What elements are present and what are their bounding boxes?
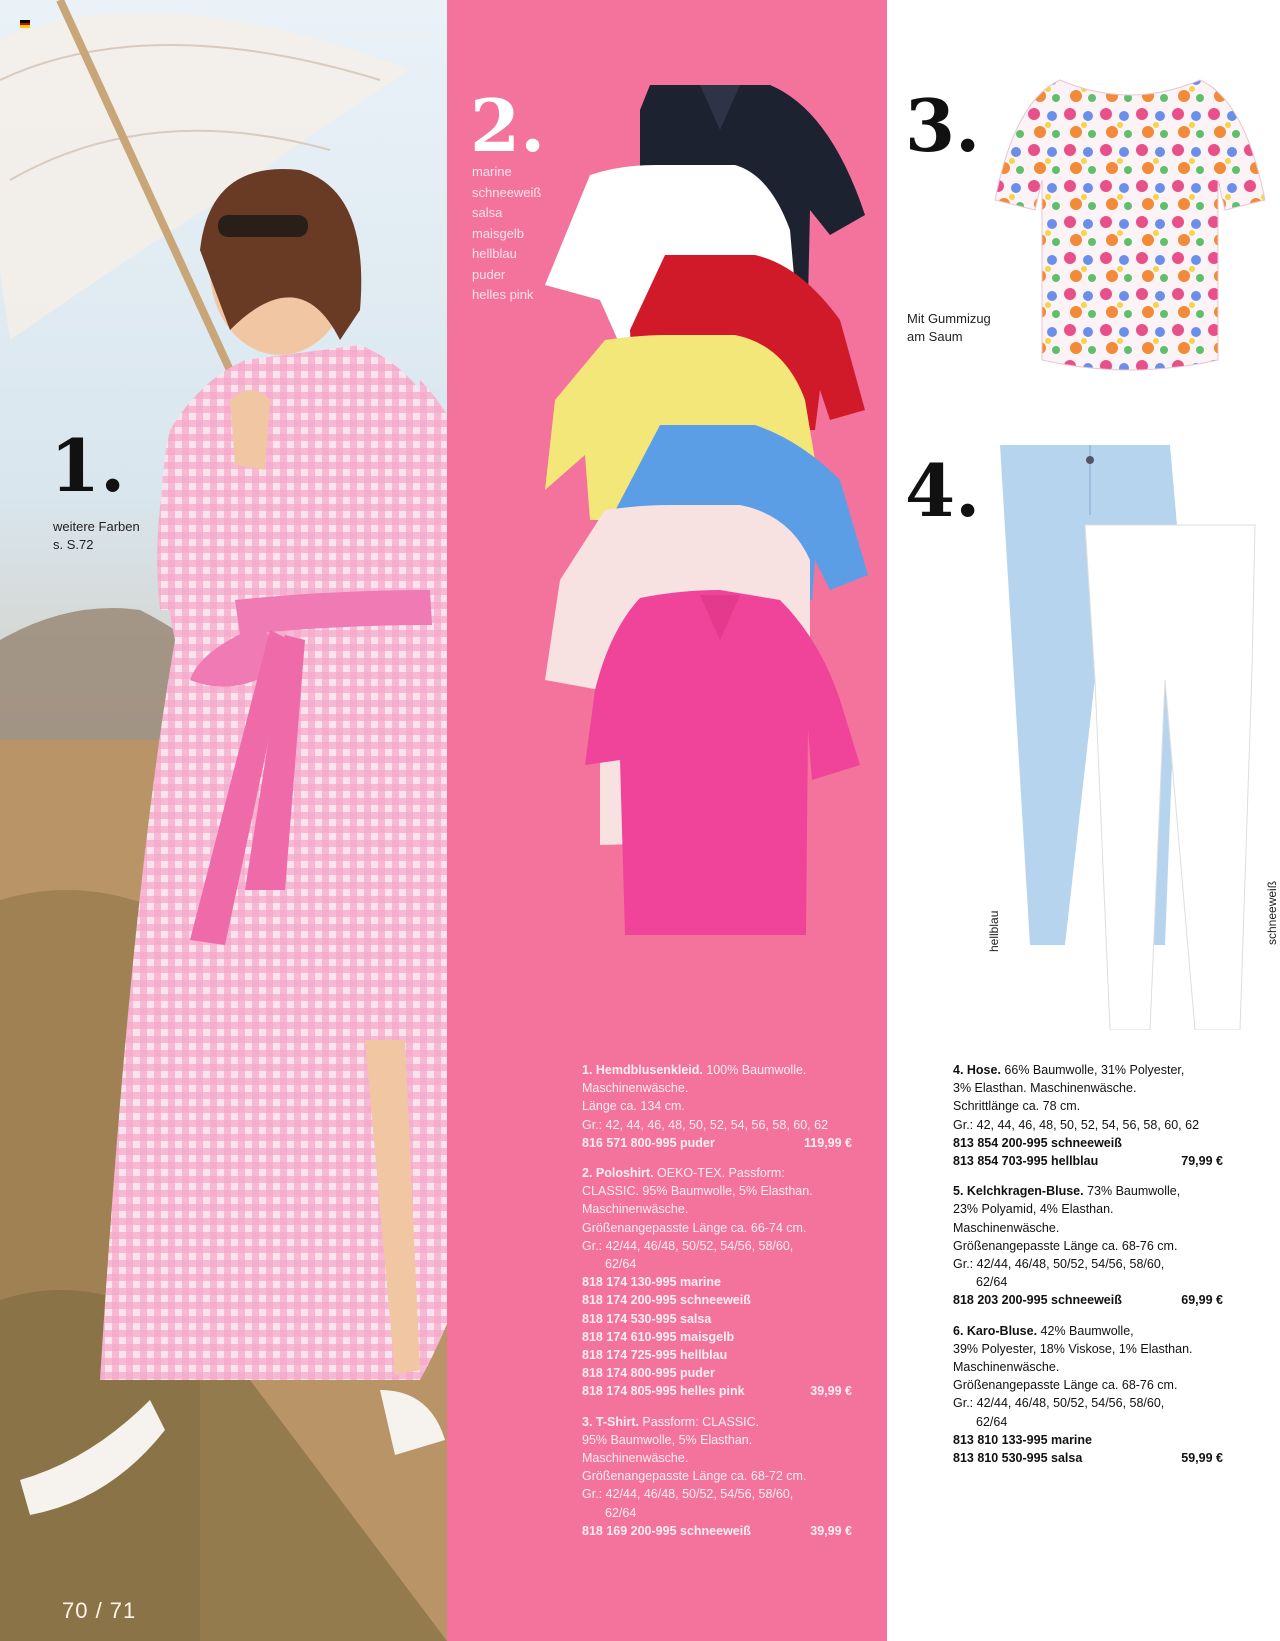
description-line: Länge ca. 134 cm. [582,1099,685,1114]
order-number: 816 571 800-995 puder [582,1135,715,1150]
order-number: 813 810 133-995 marine [953,1432,1092,1447]
description-poloshirt [582,1164,852,1401]
description-karo-bluse [953,1322,1223,1468]
description-text: OEKO-TEX. Passform: [653,1166,785,1181]
description-line: Maschinenwäsche. [582,1202,689,1217]
item3-note-line2: am Saum [907,329,963,344]
order-number: 818 174 200-995 schneeweiß [582,1293,751,1308]
description-line: 23% Polyamid, 4% Elasthan. [953,1202,1114,1217]
description-line: Gr.: 42, 44, 46, 48, 50, 52, 54, 56, 58, 60, 62 [953,1117,1200,1132]
description-line: Maschinenwäsche. [582,1081,689,1096]
page-number: 70 / 71 [62,1598,137,1623]
price: 69,99 € [1181,1293,1223,1308]
item-number-4: 4. [905,448,981,533]
description-line: Schrittlänge ca. 78 cm. [953,1099,1081,1114]
description-text: 100% Baumwolle. [702,1063,807,1077]
order-number: 818 174 800-995 puder [582,1366,715,1381]
description-line: Maschinenwäsche. [953,1220,1060,1235]
description-hose [953,1061,1223,1170]
description-title: 4. Hose. [953,1063,1001,1077]
model-in-gingham-dress-illustration [0,0,447,1641]
item1-note-line2: s. S.72 [53,537,94,552]
description-line: 95% Baumwolle, 5% Elasthan. [582,1432,753,1447]
item-number-1: 1. [50,423,126,508]
color-option: helles pink [472,287,534,302]
color-option: maisgelb [472,225,525,241]
item2-color-list [472,162,541,306]
price: 119,99 € [804,1135,852,1150]
description-line: Größenangepasste Länge ca. 68-72 cm. [582,1469,807,1484]
color-option: hellblau [472,246,517,261]
description-hemdblusenkleid [582,1061,852,1152]
german-flag-icon [20,20,30,28]
description-line: Gr.: 42/44, 46/48, 50/52, 54/56, 58/60, [953,1396,1165,1411]
label-schneeweiss: schneeweiß [1265,880,1279,945]
color-option: marine [472,164,512,179]
description-line: 39% Polyester, 18% Viskose, 1% Elasthan. [953,1341,1193,1356]
order-number: 818 203 200-995 schneeweiß [953,1293,1122,1308]
description-tshirt [582,1413,852,1540]
description-title: 5. Kelchkragen-Bluse. [953,1184,1084,1199]
description-line: Gr.: 42/44, 46/48, 50/52, 54/56, 58/60, [582,1487,794,1502]
description-line: Gr.: 42/44, 46/48, 50/52, 54/56, 58/60, [582,1238,794,1253]
item-number-3: 3. [905,83,981,168]
order-number: 818 174 130-995 marine [582,1275,721,1290]
description-text: 42% Baumwolle, [1037,1323,1134,1338]
description-line: Größenangepasste Länge ca. 68-76 cm. [953,1238,1178,1253]
description-title: 6. Karo-Bluse. [953,1323,1038,1338]
order-number: 813 810 530-995 salsa [953,1451,1083,1466]
item1-note [53,518,140,554]
order-number: 818 174 530-995 salsa [582,1311,712,1326]
description-line: Größenangepasste Länge ca. 66-74 cm. [582,1220,807,1235]
descriptions-white-column [953,1061,1223,1479]
description-kelchkragen-bluse [953,1182,1223,1309]
color-option: puder [472,266,506,282]
description-line: Größenangepasste Länge ca. 68-76 cm. [953,1378,1178,1393]
price: 79,99 € [1181,1154,1223,1169]
description-line: Maschinenwäsche. [582,1451,689,1466]
description-line: Gr.: 42, 44, 46, 48, 50, 52, 54, 56, 58, 60, 62 [582,1117,829,1132]
description-line: 62/64 [605,1505,637,1520]
item3-note [907,310,991,346]
description-line: Maschinenwäsche. [953,1360,1060,1375]
order-number: 818 174 610-995 maisgelb [582,1329,735,1344]
color-option: schneeweiß [472,184,542,200]
description-title: 1. Hemdblusenkleid. [582,1063,703,1077]
price: 59,99 € [1181,1451,1223,1466]
order-number: 813 854 200-995 schneeweiß [953,1135,1122,1150]
floral-tshirt-illustration [990,70,1270,385]
descriptions-pink-column [582,1061,852,1552]
color-option: salsa [472,205,503,220]
order-number: 818 174 725-995 hellblau [582,1348,728,1363]
description-title: 3. T-Shirt. [582,1414,639,1429]
price: 39,99 € [810,1384,852,1399]
description-line: 62/64 [976,1275,1008,1290]
description-line: 62/64 [605,1257,637,1272]
order-number: 813 854 703-995 hellblau [953,1154,1099,1169]
label-hellblau: hellblau [987,910,1001,952]
description-line: 3% Elasthan. Maschinenwäsche. [953,1081,1137,1096]
description-line: 62/64 [976,1414,1008,1429]
description-text: 73% Baumwolle, [1083,1184,1181,1199]
order-number: 818 169 200-995 schneeweiß [582,1523,751,1538]
polo-pink [585,590,860,935]
item1-note-line1: weitere Farben [53,519,140,534]
description-text: Passform: CLASSIC. [638,1414,760,1429]
model-photo [0,0,447,1641]
trousers-illustration [990,440,1260,1030]
description-line: Gr.: 42/44, 46/48, 50/52, 54/56, 58/60, [953,1257,1165,1272]
description-text: 66% Baumwolle, 31% Polyester, [1000,1063,1185,1077]
description-title: 2. Poloshirt. [582,1166,654,1181]
description-line: CLASSIC. 95% Baumwolle, 5% Elasthan. [582,1184,813,1199]
item3-note-line1: Mit Gummizug [907,311,991,326]
price: 39,99 € [810,1523,852,1538]
order-number: 818 174 805-995 helles pink [582,1384,745,1399]
item-number-2: 2. [470,83,546,168]
